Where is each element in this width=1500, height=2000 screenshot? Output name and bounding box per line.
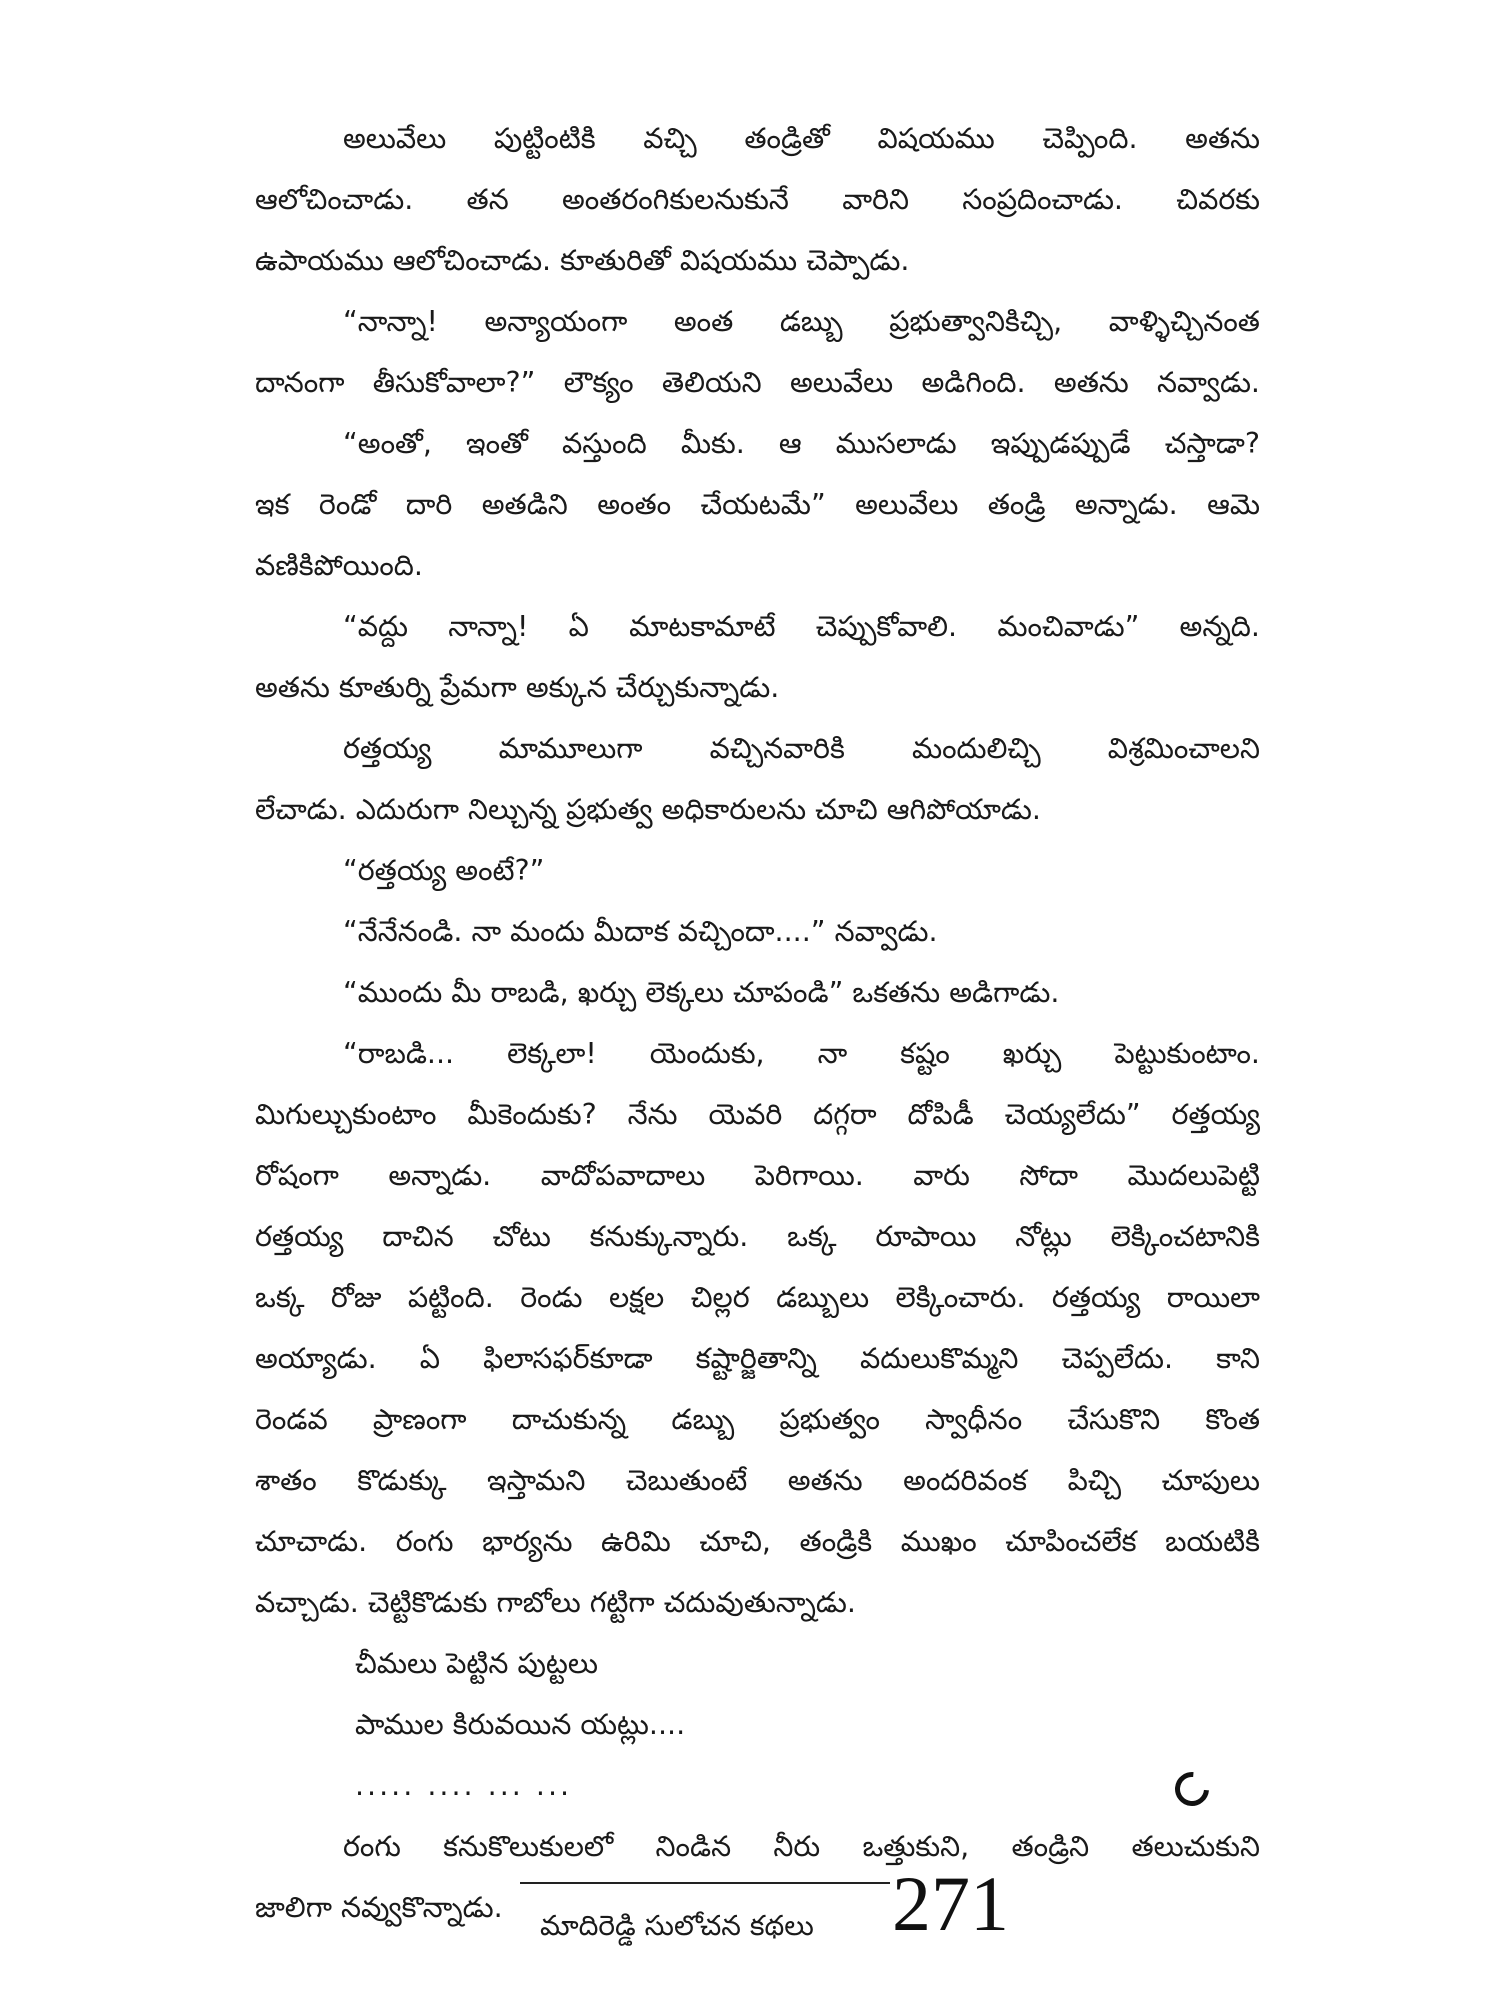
paragraph-line: చూచాడు. రంగు భార్యను ఉరిమి చూచి, తండ్రికి ముఖం చూపించలేక బయటికి <box>255 1525 1260 1558</box>
page-footer <box>520 1860 1040 1960</box>
paragraph-line: అయ్యాడు. ఏ ఫిలాసఫర్‌కూడా కష్టార్జితాన్ని వదులుకొమ్మని చెప్పలేదు. కాని <box>255 1342 1260 1375</box>
book-title: మాదిరెడ్డి సులోచన కథలు <box>540 1909 814 1942</box>
paragraph-line: వచ్చాడు. చెట్టికొడుకు గాబోలు గట్టిగా చదువుతున్నాడు. <box>255 1586 856 1619</box>
paragraph-line: వణికిపోయింది. <box>255 549 423 582</box>
paragraph-line: జాలిగా నవ్వుకొన్నాడు. <box>255 1891 503 1924</box>
dialogue-line: “ముందు మీ రాబడి, ఖర్చు లెక్కలు చూపండి” ఒకతను అడిగాడు. <box>343 976 1060 1009</box>
paragraph-line: రోషంగా అన్నాడు. వాదోపవాదాలు పెరిగాయి. వారు సోదా మొదలుపెట్టి <box>255 1159 1260 1192</box>
dialogue-line: “నేనేనండి. నా మందు మీదాక వచ్చిందా....” నవ్వాడు. <box>343 915 938 948</box>
paragraph-line: దానంగా తీసుకోవాలా?” లౌక్యం తెలియని అలువేలు అడిగింది. అతను నవ్వాడు. <box>255 366 1260 399</box>
paragraph-line: “వద్దు నాన్నా! ఏ మాటకామాటే చెప్పుకోవాలి. మంచివాడు” అన్నది. <box>343 610 1260 643</box>
paragraph-line: లేచాడు. ఎదురుగా నిల్చున్న ప్రభుత్వ అధికారులను చూచి ఆగిపోయాడు. <box>255 793 1041 826</box>
page-body <box>255 108 1260 1938</box>
paragraph-line: రత్తయ్య దాచిన చోటు కనుక్కున్నారు. ఒక్క రూపాయి నోట్లు లెక్కించటానికి <box>255 1220 1260 1253</box>
paragraph-line: మిగుల్చుకుంటాం మీకెందుకు? నేను యెవరి దగ్గరా దోపిడీ చెయ్యలేదు” రత్తయ్య <box>255 1098 1260 1131</box>
paragraph-line: “రాబడి... లెక్కలా! యెందుకు, నా కష్టం ఖర్చు పెట్టుకుంటాం. <box>343 1037 1260 1070</box>
paragraph-line: ఉపాయము ఆలోచించాడు. కూతురితో విషయము చెప్పాడు. <box>255 244 910 277</box>
dialogue-line: “రత్తయ్య అంటే?” <box>343 854 545 887</box>
paragraph-line: ఒక్క రోజు పట్టింది. రెండు లక్షల చిల్లర డబ్బులు లెక్కించారు. రత్తయ్య రాయిలా <box>255 1281 1260 1314</box>
ellipsis-line: ..... .... ... ... <box>355 1769 573 1802</box>
paragraph-line: అలువేలు పుట్టింటికి వచ్చి తండ్రితో విషయము చెప్పింది. అతను <box>343 122 1260 155</box>
verse-line: పాముల కిరువయిన యట్లు.... <box>355 1708 686 1741</box>
paragraph-line: “నాన్నా! అన్యాయంగా అంత డబ్బు ప్రభుత్వానికిచ్చి, వాళ్ళిచ్చినంత <box>343 305 1260 338</box>
paragraph-line: శాతం కొడుక్కు ఇస్తామని చెబుతుంటే అతను అందరివంక పిచ్చి చూపులు <box>255 1464 1260 1497</box>
paragraph-line: రెండవ ప్రాణంగా దాచుకున్న డబ్బు ప్రభుత్వం స్వాధీనం చేసుకొని కొంత <box>255 1403 1260 1436</box>
paragraph-line: ఆలోచించాడు. తన అంతరంగికులనుకునే వారిని సంప్రదించాడు. చివరకు <box>255 183 1260 216</box>
paragraph-line: ఇక రెండో దారి అతడిని అంతం చేయటమే” అలువేలు తండ్రి అన్నాడు. ఆమె <box>255 488 1260 521</box>
verse-line: చీమలు పెట్టిన పుట్టలు <box>355 1647 598 1680</box>
paragraph-line: రత్తయ్య మామూలుగా వచ్చినవారికి మందులిచ్చి విశ్రమించాలని <box>343 732 1260 765</box>
paragraph-line: అతను కూతుర్ని ప్రేమగా అక్కున చేర్చుకున్నాడు. <box>255 671 780 704</box>
footer-rule <box>520 1882 890 1884</box>
paragraph-line: “అంతో, ఇంతో వస్తుంది మీకు. ఆ ముసలాడు ఇప్పుడప్పుడే చస్తాడా? <box>343 427 1260 460</box>
paragraph-line: రంగు కనుకొలుకులలో నిండిన నీరు ఒత్తుకుని, తండ్రిని తలుచుకుని <box>343 1830 1260 1863</box>
page-number: 271 <box>892 1860 1009 1947</box>
